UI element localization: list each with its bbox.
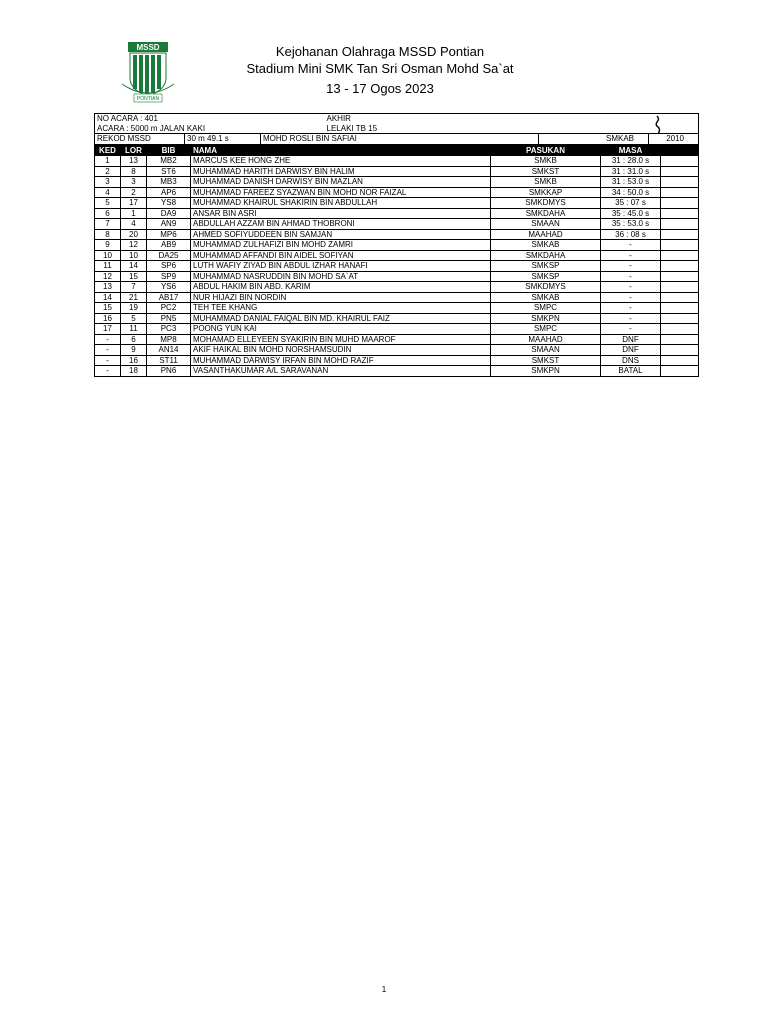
cell-nama: NUR HIJAZI BIN NORDIN [191, 292, 491, 303]
cell-lor: 5 [121, 313, 147, 324]
cell-ked: 7 [95, 219, 121, 230]
table-row [95, 198, 699, 209]
cell-pasukan: SMKAB [491, 240, 601, 251]
table-row [95, 229, 699, 240]
cell-bib: ST6 [147, 166, 191, 177]
table-row [95, 355, 699, 366]
cell-ked: 1 [95, 156, 121, 167]
table-row [95, 303, 699, 314]
cell-pasukan: SMKSP [491, 271, 601, 282]
cell-bib: AB9 [147, 240, 191, 251]
cell-blank [661, 250, 699, 261]
cell-nama: MUHAMMAD KHAIRUL SHAKIRIN BIN ABDULLAH [191, 198, 491, 209]
cell-lor: 1 [121, 208, 147, 219]
cell-masa: - [601, 240, 661, 251]
cell-blank [661, 324, 699, 335]
cell-ked: - [95, 355, 121, 366]
cell-ked: 6 [95, 208, 121, 219]
cell-blank [661, 156, 699, 167]
cell-blank [661, 292, 699, 303]
cell-ked: 10 [95, 250, 121, 261]
cell-masa: DNF [601, 345, 661, 356]
cell-ked: 4 [95, 187, 121, 198]
cell-nama: MARCUS KEE HONG ZHE [191, 156, 491, 167]
cell-pasukan: SMKST [491, 166, 601, 177]
cell-blank [661, 229, 699, 240]
table-row [95, 366, 699, 377]
pen-mark-icon [654, 115, 662, 140]
cell-blank [661, 282, 699, 293]
table-row [95, 271, 699, 282]
cell-blank [661, 219, 699, 230]
cell-pasukan: SMKPN [491, 313, 601, 324]
cell-masa: DNF [601, 334, 661, 345]
mssd-logo [118, 40, 178, 104]
table-row [95, 156, 699, 167]
cell-masa: 35 : 53.0 s [601, 219, 661, 230]
col-ked: KED [95, 145, 121, 156]
table-row [95, 177, 699, 188]
cell-blank [661, 198, 699, 209]
cell-bib: YS8 [147, 198, 191, 209]
cell-nama: AHMED SOFIYUDDEEN BIN SAMJAN [191, 229, 491, 240]
cell-pasukan: SMKB [491, 156, 601, 167]
cell-pasukan: MAAHAD [491, 334, 601, 345]
cell-bib: PC3 [147, 324, 191, 335]
cell-masa: - [601, 250, 661, 261]
table-row [95, 219, 699, 230]
cell-lor: 8 [121, 166, 147, 177]
cell-nama: MUHAMMAD AFFANDI BIN AIDEL SOFIYAN [191, 250, 491, 261]
table-row [95, 334, 699, 345]
cell-nama: POONG YUN KAI [191, 324, 491, 335]
cell-lor: 18 [121, 366, 147, 377]
cell-bib: MB3 [147, 177, 191, 188]
cell-ked: - [95, 334, 121, 345]
table-row [95, 324, 699, 335]
cell-bib: YS6 [147, 282, 191, 293]
cell-lor: 17 [121, 198, 147, 209]
cell-nama: MUHAMMAD HARITH DARWISY BIN HALIM [191, 166, 491, 177]
cell-ked: 15 [95, 303, 121, 314]
kategori: LELAKI TB 15 [326, 123, 378, 133]
cell-pasukan: SMKB [491, 177, 601, 188]
cell-ked: 3 [95, 177, 121, 188]
cell-lor: 7 [121, 282, 147, 293]
cell-ked: 2 [95, 166, 121, 177]
date: 13 - 17 Ogos 2023 [326, 81, 434, 96]
no-acara: NO ACARA : 401 [97, 114, 158, 123]
cell-bib: SP6 [147, 261, 191, 272]
cell-lor: 9 [121, 345, 147, 356]
cell-masa: - [601, 292, 661, 303]
cell-nama: ABDUL HAKIM BIN ABD. KARIM [191, 282, 491, 293]
cell-pasukan: SMKKAP [491, 187, 601, 198]
venue: Stadium Mini SMK Tan Sri Osman Mohd Sa`at [246, 61, 514, 76]
cell-masa: 34 : 50.0 s [601, 187, 661, 198]
cell-nama: AKIF HAIKAL BIN MOHD NORSHAMSUDIN [191, 345, 491, 356]
cell-bib: PN6 [147, 366, 191, 377]
cell-ked: 13 [95, 282, 121, 293]
cell-lor: 20 [121, 229, 147, 240]
cell-lor: 16 [121, 355, 147, 366]
cell-bib: AB17 [147, 292, 191, 303]
cell-blank [661, 187, 699, 198]
event-title: Kejohanan Olahraga MSSD Pontian [275, 44, 485, 59]
cell-blank [661, 166, 699, 177]
cell-ked: 17 [95, 324, 121, 335]
col-nama: NAMA [191, 145, 491, 156]
cell-lor: 14 [121, 261, 147, 272]
cell-ked: 5 [95, 198, 121, 209]
cell-blank [661, 271, 699, 282]
svg-text:MSSD: MSSD [136, 43, 160, 52]
cell-nama: ANSAR BIN ASRI [191, 208, 491, 219]
cell-masa: 35 : 45.0 s [601, 208, 661, 219]
cell-masa: - [601, 282, 661, 293]
cell-masa: - [601, 313, 661, 324]
cell-bib: AN9 [147, 219, 191, 230]
cell-lor: 21 [121, 292, 147, 303]
cell-pasukan: SMKDAHA [491, 208, 601, 219]
cell-masa: BATAL [601, 366, 661, 377]
cell-lor: 3 [121, 177, 147, 188]
cell-pasukan: SMPC [491, 324, 601, 335]
cell-bib: MP8 [147, 334, 191, 345]
cell-blank [661, 334, 699, 345]
cell-pasukan: SMKDMYS [491, 198, 601, 209]
cell-ked: 16 [95, 313, 121, 324]
cell-ked: 14 [95, 292, 121, 303]
table-row [95, 240, 699, 251]
rekod-label: REKOD MSSD [95, 134, 185, 145]
cell-blank [661, 345, 699, 356]
event-info [94, 113, 699, 133]
cell-ked: 9 [95, 240, 121, 251]
table-row [95, 313, 699, 324]
cell-bib: SP9 [147, 271, 191, 282]
cell-pasukan: SMKST [491, 355, 601, 366]
cell-bib: DA9 [147, 208, 191, 219]
cell-nama: VASANTHAKUMAR A/L SARAVANAN [191, 366, 491, 377]
rekod-row [94, 133, 699, 145]
cell-nama: TEH TEE KHANG [191, 303, 491, 314]
table-row [95, 250, 699, 261]
svg-text:PONTIAN: PONTIAN [136, 96, 160, 102]
cell-blank [661, 177, 699, 188]
cell-ked: 11 [95, 261, 121, 272]
cell-pasukan: SMKDAHA [491, 250, 601, 261]
cell-ked: - [95, 366, 121, 377]
cell-blank [661, 208, 699, 219]
cell-lor: 4 [121, 219, 147, 230]
acara: ACARA : 5000 m JALAN KAKI [97, 123, 206, 133]
cell-ked: 8 [95, 229, 121, 240]
cell-masa: - [601, 303, 661, 314]
cell-nama: MUHAMMAD DANISH DARWISY BIN MAZLAN [191, 177, 491, 188]
col-masa: MASA [601, 145, 661, 156]
cell-bib: AN14 [147, 345, 191, 356]
results-table [94, 145, 699, 377]
cell-lor: 10 [121, 250, 147, 261]
results-body [95, 156, 699, 377]
cell-masa: 35 : 07 s [601, 198, 661, 209]
cell-blank [661, 313, 699, 324]
cell-pasukan: SMKAB [491, 292, 601, 303]
cell-lor: 19 [121, 303, 147, 314]
results-sheet [94, 113, 698, 377]
cell-ked: 12 [95, 271, 121, 282]
cell-blank [661, 303, 699, 314]
cell-blank [661, 240, 699, 251]
cell-pasukan: SMAAN [491, 219, 601, 230]
cell-blank [661, 261, 699, 272]
cell-bib: MB2 [147, 156, 191, 167]
cell-bib: AP6 [147, 187, 191, 198]
col-bib: BIB [147, 145, 191, 156]
rekod-time: 30 m 49.1 s [185, 134, 261, 145]
col-pasukan: PASUKAN [491, 145, 601, 156]
cell-pasukan: SMAAN [491, 345, 601, 356]
cell-nama: MOHAMAD ELLEYEEN SYAKIRIN BIN MUHD MAAROF [191, 334, 491, 345]
cell-ked: - [95, 345, 121, 356]
cell-pasukan: SMKPN [491, 366, 601, 377]
cell-masa: 31 : 28.0 s [601, 156, 661, 167]
cell-nama: MUHAMMAD ZULHAFIZI BIN MOHD ZAMRI [191, 240, 491, 251]
cell-lor: 6 [121, 334, 147, 345]
table-row [95, 292, 699, 303]
cell-lor: 15 [121, 271, 147, 282]
cell-bib: ST11 [147, 355, 191, 366]
table-row [95, 166, 699, 177]
cell-masa: 31 : 31.0 s [601, 166, 661, 177]
cell-bib: DA25 [147, 250, 191, 261]
cell-masa: - [601, 324, 661, 335]
table-row [95, 282, 699, 293]
cell-masa: - [601, 261, 661, 272]
col-blank [661, 145, 699, 156]
cell-pasukan: SMKSP [491, 261, 601, 272]
cell-masa: 31 : 53.0 s [601, 177, 661, 188]
cell-bib: MP6 [147, 229, 191, 240]
rekod-year: 2010 [649, 134, 699, 145]
cell-pasukan: SMPC [491, 303, 601, 314]
table-row [95, 208, 699, 219]
cell-lor: 11 [121, 324, 147, 335]
cell-masa: DNS [601, 355, 661, 366]
col-lor: LOR [121, 145, 147, 156]
cell-lor: 12 [121, 240, 147, 251]
table-row [95, 187, 699, 198]
cell-pasukan: MAAHAD [491, 229, 601, 240]
cell-lor: 13 [121, 156, 147, 167]
cell-blank [661, 355, 699, 366]
table-row [95, 261, 699, 272]
cell-nama: MUHAMMAD NASRUDDIN BIN MOHD SA`AT [191, 271, 491, 282]
page-number: 1 [381, 985, 387, 994]
table-row [95, 345, 699, 356]
cell-masa: - [601, 271, 661, 282]
cell-nama: MUHAMMAD FAREEZ SYAZWAN BIN MOHD NOR FAIZAL [191, 187, 491, 198]
cell-nama: LUTH WAFIY ZIYAD BIN ABDUL IZHAR HANAFI [191, 261, 491, 272]
cell-nama: MUHAMMAD DARWISY IRFAN BIN MOHD RAZIF [191, 355, 491, 366]
cell-masa: 36 : 08 s [601, 229, 661, 240]
cell-nama: MUHAMMAD DANIAL FAIQAL BIN MD. KHAIRUL FAIZ [191, 313, 491, 324]
cell-blank [661, 366, 699, 377]
akhir: AKHIR [326, 114, 351, 123]
cell-nama: ABDULLAH AZZAM BIN AHMAD THOBRONI [191, 219, 491, 230]
cell-bib: PN5 [147, 313, 191, 324]
cell-pasukan: SMKDMYS [491, 282, 601, 293]
cell-lor: 2 [121, 187, 147, 198]
cell-bib: PC2 [147, 303, 191, 314]
rekod-school: SMKAB [539, 134, 649, 145]
rekod-holder: MOHD ROSLI BIN SAFIAI [261, 134, 539, 145]
